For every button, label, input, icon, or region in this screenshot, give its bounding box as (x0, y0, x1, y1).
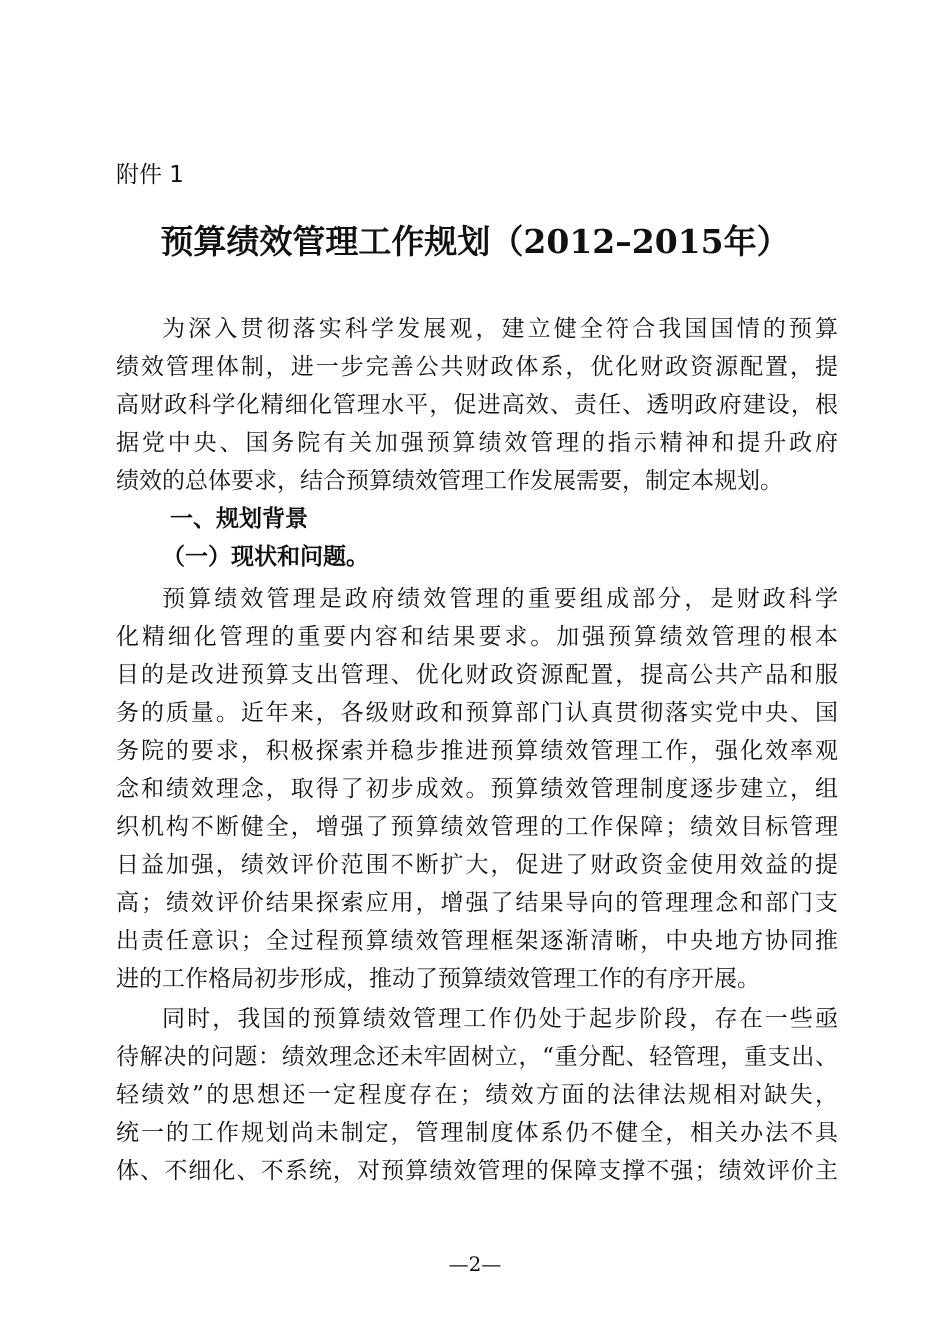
text-line: 务的质量。近年来，各级财政和预算部门认真贯彻落实党中央、国 (116, 700, 838, 726)
text-line: 化精细化管理的重要内容和结果要求。加强预算绩效管理的根本 (116, 624, 838, 650)
text-line: 出责任意识；全过程预算绩效管理框架逐渐清晰，中央地方协同推 (116, 928, 838, 954)
text-line: 为深入贯彻落实科学发展观，建立健全符合我国国情的预算 (162, 316, 838, 342)
text-line: 统一的工作规划尚未制定，管理制度体系仍不健全，相关办法不具 (116, 1120, 838, 1146)
text-line: 进的工作格局初步形成，推动了预算绩效管理工作的有序开展。 (116, 966, 760, 992)
text-line: 日益加强，绩效评价范围不断扩大，促进了财政资金使用效益的提 (116, 852, 838, 878)
text-line: 绩效管理体制，进一步完善公共财政体系，优化财政资源配置，提 (116, 354, 838, 380)
page-number: —2— (448, 1252, 502, 1276)
text-line: 预算绩效管理是政府绩效管理的重要组成部分，是财政科学 (162, 586, 838, 612)
subsection-heading: （一）现状和问题。 (162, 543, 369, 570)
text-line: 据党中央、国务院有关加强预算绩效管理的指示精神和提升政府 (116, 430, 838, 456)
document-title: 预算绩效管理工作规划（2012–2015年） (160, 222, 790, 261)
text-line: 念和绩效理念，取得了初步成效。预算绩效管理制度逐步建立，组 (116, 776, 838, 802)
text-line: 务院的要求，积极探索并稳步推进预算绩效管理工作，强化效率观 (116, 738, 838, 764)
text-line: 织机构不断健全，增强了预算绩效管理的工作保障；绩效目标管理 (116, 814, 838, 840)
text-line: 高；绩效评价结果探索应用，增强了结果导向的管理理念和部门支 (116, 890, 838, 916)
attachment-label: 附件 1 (116, 162, 184, 188)
text-line: 目的是改进预算支出管理、优化财政资源配置，提高公共产品和服 (116, 662, 838, 688)
text-line: 待解决的问题：绩效理念还未牢固树立，“重分配、轻管理，重支出、 (116, 1044, 838, 1070)
text-line: 同时，我国的预算绩效管理工作仍处于起步阶段，存在一些亟 (162, 1006, 838, 1032)
text-line: 体、不细化、不系统，对预算绩效管理的保障支撑不强；绩效评价主 (116, 1158, 838, 1184)
text-line: 高财政科学化精细化管理水平，促进高效、责任、透明政府建设，根 (116, 392, 838, 418)
section-heading: 一、规划背景 (170, 506, 308, 532)
text-line: 绩效的总体要求，结合预算绩效管理工作发展需要，制定本规划。 (116, 468, 783, 494)
text-line: 轻绩效”的思想还一定程度存在；绩效方面的法律法规相对缺失， (116, 1082, 838, 1108)
